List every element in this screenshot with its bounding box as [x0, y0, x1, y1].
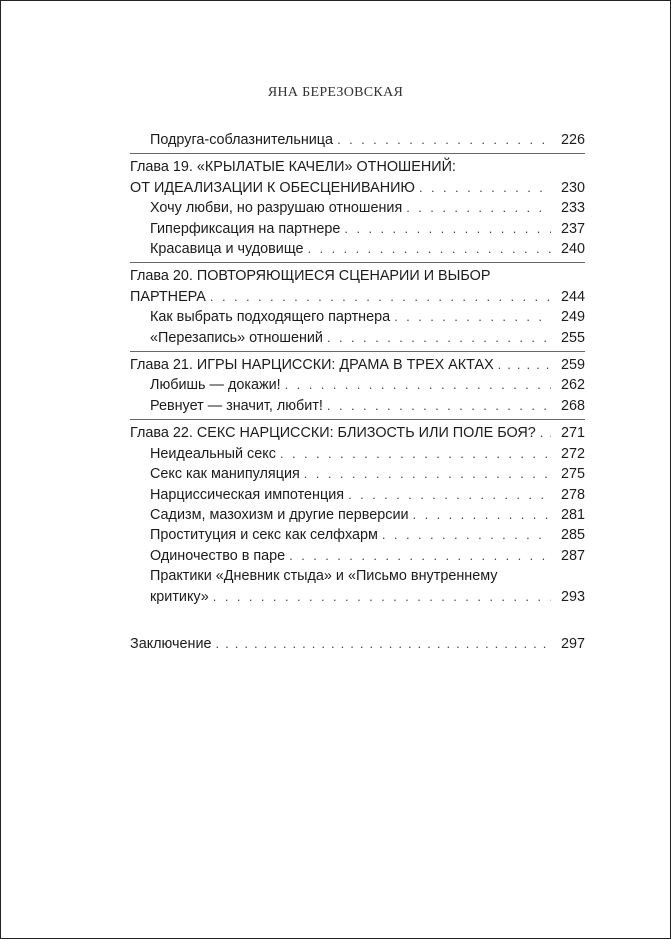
- dot-leader: [348, 485, 551, 505]
- toc-entry: [130, 485, 585, 505]
- dot-leader: [394, 307, 551, 327]
- toc-entry-page: 297: [560, 635, 585, 652]
- dot-leader: [216, 634, 551, 654]
- toc-entry-title: Ревнует — значит, любит!: [150, 397, 323, 414]
- toc-chapter-title: Глава 20. ПОВТОРЯЮЩИЕСЯ СЦЕНАРИИ И ВЫБОР: [130, 268, 491, 285]
- toc-entry-page: 278: [560, 486, 585, 503]
- dot-leader: [382, 525, 551, 545]
- toc-entry-page: 275: [560, 466, 585, 483]
- toc-entry-title: Красавица и чудовище: [150, 241, 304, 258]
- table-of-contents: [130, 130, 585, 654]
- divider: [130, 351, 585, 352]
- divider: [130, 153, 585, 154]
- toc-entry-page: 233: [560, 200, 585, 217]
- toc-entry-title: Проституция и секс как селфхарм: [150, 527, 378, 544]
- toc-entry: [130, 464, 585, 484]
- toc-entry-page: 259: [560, 357, 585, 374]
- dot-leader: [406, 198, 551, 218]
- toc-chapter-title: Глава 22. СЕКС НАРЦИССКИ: БЛИЗОСТЬ ИЛИ ПОЛЕ БОЯ?: [130, 425, 536, 442]
- toc-entry: [130, 239, 585, 259]
- dot-leader: [280, 444, 551, 464]
- dot-leader: [304, 464, 551, 484]
- toc-entry-title: Неидеальный секс: [150, 445, 276, 462]
- toc-entry-title: Секс как манипуляция: [150, 466, 300, 483]
- toc-entry-page: 262: [560, 377, 585, 394]
- dot-leader: [498, 355, 551, 375]
- dot-leader: [289, 546, 551, 566]
- toc-entry: [130, 444, 585, 464]
- dot-leader: [285, 375, 551, 395]
- toc-entry-page: 240: [560, 241, 585, 258]
- toc-entry-page: 272: [560, 445, 585, 462]
- toc-entry-title: Заключение: [130, 635, 212, 652]
- dot-leader: [213, 587, 551, 607]
- toc-chapter-19: [130, 157, 585, 198]
- toc-entry-title: Как выбрать подходящего партнера: [150, 309, 391, 326]
- toc-chapter-title-cont: ПАРТНЕРА: [130, 288, 206, 305]
- toc-chapter-title: Глава 21. ИГРЫ НАРЦИССКИ: ДРАМА В ТРЕХ АКТАХ: [130, 357, 494, 374]
- toc-entry: [130, 505, 585, 525]
- dot-leader: [327, 396, 551, 416]
- toc-entry-page: 255: [560, 329, 585, 346]
- dot-leader: [413, 505, 551, 525]
- toc-entry-title: «Перезапись» отношений: [150, 329, 323, 346]
- dot-leader: [327, 328, 551, 348]
- divider: [130, 419, 585, 420]
- dot-leader: [210, 287, 551, 307]
- toc-entry-title: Практики «Дневник стыда» и «Письмо внутреннему: [150, 568, 498, 585]
- toc-entry: [130, 566, 585, 607]
- toc-entry-page: 281: [560, 506, 585, 523]
- dot-leader: [419, 178, 551, 198]
- toc-chapter-title-cont: ОТ ИДЕАЛИЗАЦИИ К ОБЕСЦЕНИВАНИЮ: [130, 179, 415, 196]
- toc-entry-page: 271: [560, 425, 585, 442]
- dot-leader: [308, 239, 551, 259]
- toc-entry: [130, 219, 585, 239]
- toc-entry-page: 268: [560, 397, 585, 414]
- toc-entry-title: Нарциссическая импотенция: [150, 486, 345, 503]
- spacer: [130, 607, 585, 634]
- running-head: ЯНА БЕРЕЗОВСКАЯ: [267, 85, 404, 100]
- toc-chapter-21: [130, 355, 585, 375]
- toc-entry-title: Одиночество в паре: [150, 547, 286, 564]
- toc-conclusion: [130, 634, 585, 654]
- toc-entry: [130, 525, 585, 545]
- dot-leader: [344, 219, 551, 239]
- toc-chapter-20: [130, 266, 585, 307]
- toc-entry-page: 285: [560, 527, 585, 544]
- toc-entry: [130, 307, 585, 327]
- toc-entry: [130, 396, 585, 416]
- toc-entry-title: Любишь — докажи!: [150, 377, 281, 394]
- toc-entry-title-cont: критику»: [150, 588, 209, 605]
- toc-entry-page: 293: [560, 588, 585, 605]
- toc-entry: [130, 375, 585, 395]
- toc-entry-title: Подруга-соблазнительница: [150, 132, 334, 148]
- toc-entry: [130, 198, 585, 218]
- divider: [130, 262, 585, 263]
- toc-entry-title: Гиперфиксация на партнере: [150, 220, 341, 237]
- toc-entry-page: 226: [560, 132, 585, 148]
- toc-entry: [130, 328, 585, 348]
- toc-chapter-22: [130, 423, 585, 443]
- toc-entry-page: 230: [560, 179, 585, 196]
- toc-entry-page: 244: [560, 288, 585, 305]
- toc-entry-title: Садизм, мазохизм и другие перверсии: [150, 506, 409, 523]
- dot-leader: [540, 423, 551, 443]
- toc-entry-title: Хочу любви, но разрушаю отношения: [150, 200, 403, 217]
- toc-entry-page: 287: [560, 547, 585, 564]
- toc-entry: [130, 546, 585, 566]
- dot-leader: [337, 130, 551, 150]
- toc-entry-page: 249: [560, 309, 585, 326]
- toc-entry-page: 237: [560, 220, 585, 237]
- toc-entry: [130, 130, 585, 150]
- toc-chapter-title: Глава 19. «КРЫЛАТЫЕ КАЧЕЛИ» ОТНОШЕНИЙ:: [130, 159, 456, 176]
